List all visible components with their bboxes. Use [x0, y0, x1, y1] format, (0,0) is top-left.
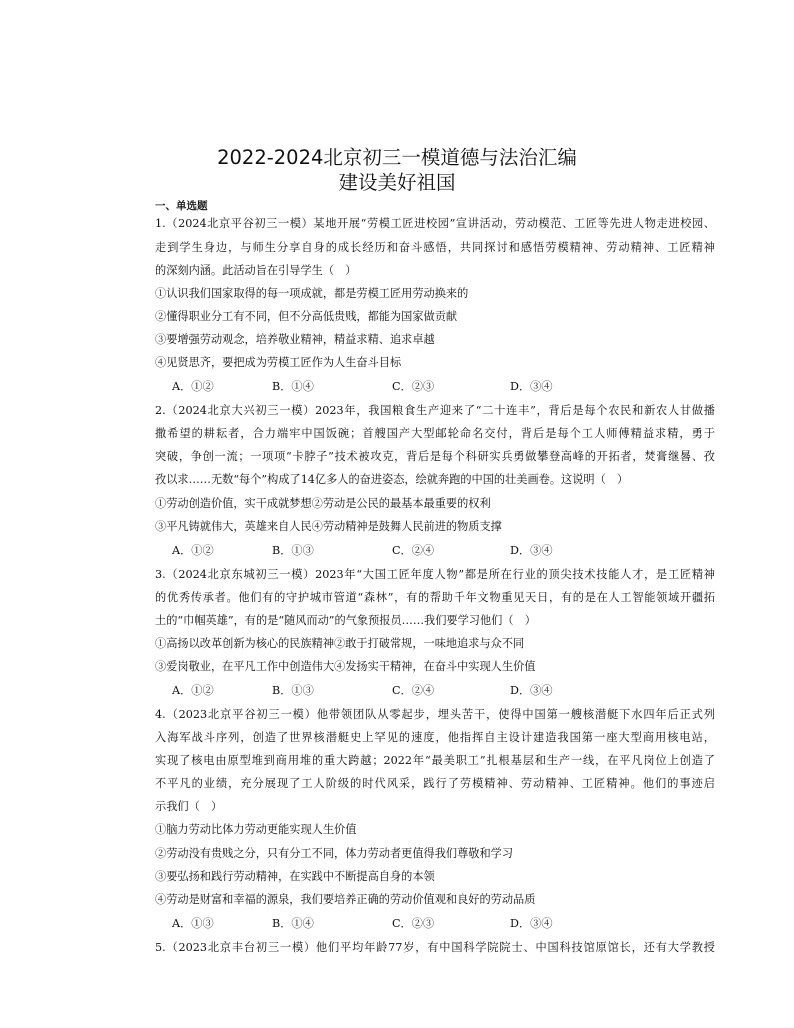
question-3-statements-1: ①高扬以改革创新为核心的民族精神②敢于打破常规，一味地追求与众不同 [155, 637, 525, 650]
question-4-line-2: 入海军战斗序列，创造了世界核潜艇史上罕见的速度，他指挥自主设计建造我国第一座大型商用核电站， [155, 731, 715, 744]
question-1-option-c[interactable]: C．②③ [392, 380, 435, 393]
question-2-line-4: 孜以求……无数“每个”构成了14亿多人的奋进姿态，绘就奔跑的中国的壮美画卷。这说明（ ） [155, 473, 629, 486]
question-4-statement-1: ①脑力劳动比体力劳动更能实现人生价值 [155, 823, 357, 836]
question-4-option-b[interactable]: B．①④ [272, 917, 314, 930]
question-1-options [172, 379, 592, 395]
question-4-statement-4: ④劳动是财富和幸福的源泉，我们要培养正确的劳动价值观和良好的劳动品质 [155, 893, 536, 906]
document-subtitle: 建设美好祖国 [338, 171, 456, 194]
question-1-statement-1: ①认识我们国家取得的每一项成就，都是劳模工匠用劳动换来的 [155, 287, 469, 300]
question-1-line-2: 走到学生身边，与师生分享自身的成长经历和奋斗感悟，共同探讨和感悟劳模精神、劳动精神、工匠精神 [155, 241, 715, 254]
question-2-option-b[interactable]: B．①③ [272, 544, 314, 557]
question-2-statements-1: ①劳动创造价值，实干成就梦想②劳动是公民的最基本最重要的权利 [155, 497, 491, 510]
question-2-options [172, 543, 592, 559]
question-4-options [172, 916, 592, 932]
question-1-statement-4: ④见贤思齐，要把成为劳模工匠作为人生奋斗目标 [155, 356, 402, 369]
question-3-option-a[interactable]: A．①② [172, 684, 214, 697]
question-5-line-1: 5.（2023北京丰台初三一模）他们平均年龄77岁，有中国科学院院士、中国科技馆原馆长，还有大学教授 [155, 941, 715, 954]
question-4-line-3: 实现了核电由原型堆到商用堆的重大跨越；2022年“最美职工”扎根基层和生产一线，在平凡岗位上创造了 [155, 754, 715, 767]
question-3-options [172, 683, 592, 699]
section-heading: 一、单选题 [155, 200, 208, 212]
question-3-line-1: 3.（2024北京东城初三一模）2023年“大国工匠年度人物”都是所在行业的顶尖技术技能人才，是工匠精神 [155, 568, 715, 581]
question-4-option-a[interactable]: A．①③ [172, 917, 214, 930]
question-4-line-1: 4.（2023北京平谷初三一模）他带领团队从零起步，埋头苦干，使得中国第一艘核潜艇下水四年后正式列 [155, 708, 715, 721]
question-4-line-5: 示我们（ ） [155, 800, 223, 813]
question-3-statements-2: ③爱岗敬业，在平凡工作中创造伟大④发扬实干精神，在奋斗中实现人生价值 [155, 660, 536, 673]
question-2-line-3: 突破，争创一流；一项项“卡脖子”技术被攻克，背后是每个科研实兵勇做攀登高峰的开拓者，焚膏继晷、孜 [155, 450, 715, 463]
question-2-statements-2: ③平凡铸就伟大，英雄来自人民④劳动精神是鼓舞人民前进的物质支撑 [155, 520, 502, 533]
question-4-option-c[interactable]: C．②③ [392, 917, 435, 930]
question-2-line-1: 2.（2024北京大兴初三一模）2023年，我国粮食生产迎来了“二十连丰”，背后是每个农民和新农人甘做播 [155, 404, 715, 417]
question-4-line-4: 不平凡的业绩，充分展现了工人阶级的时代风采，践行了劳模精神、劳动精神、工匠精神。他们的事迹启 [155, 777, 715, 790]
question-4-statement-3: ③要弘扬和践行劳动精神，在实践中不断提高自身的本领 [155, 870, 435, 883]
question-2-option-c[interactable]: C．②④ [392, 544, 435, 557]
question-3-line-3: 土的“巾帼英雄”，有的是“随风而动”的气象预报员……我们要学习他们（ ） [155, 614, 536, 627]
question-4-statement-2: ②劳动没有贵贱之分，只有分工不同，体力劳动者更值得我们尊敬和学习 [155, 847, 514, 860]
question-3-option-c[interactable]: C．②④ [392, 684, 435, 697]
question-1-option-a[interactable]: A．①② [172, 380, 214, 393]
document-title: 2022-2024北京初三一模道德与法治汇编 [217, 146, 577, 169]
question-1-statement-2: ②懂得职业分工有不同，但不分高低贵贱，都能为国家做贡献 [155, 310, 458, 323]
question-3-line-2: 的优秀传承者。他们有的守护城市管道“森林”，有的帮助千年文物重见天日，有的是在人工智能领域开疆拓 [155, 591, 715, 604]
question-2-line-2: 撒希望的耕耘者，合力端牢中国饭碗；首艘国产大型邮轮命名交付，背后是每个工人师傅精益求精，勇于 [155, 427, 715, 440]
question-1-line-3: 的深刻内涵。此活动旨在引导学生（ ） [155, 264, 357, 277]
question-4-option-d[interactable]: D．③④ [510, 917, 553, 930]
question-2-option-d[interactable]: D．③④ [510, 544, 553, 557]
question-1-option-d[interactable]: D．③④ [510, 380, 553, 393]
question-3-option-b[interactable]: B．①③ [272, 684, 314, 697]
question-1-statement-3: ③要增强劳动观念，培养敬业精神，精益求精、追求卓越 [155, 333, 435, 346]
question-3-option-d[interactable]: D．③④ [510, 684, 553, 697]
question-1-option-b[interactable]: B．①④ [272, 380, 314, 393]
question-1-line-1: 1.（2024北京平谷初三一模）某地开展“劳模工匠进校园”宣讲活动，劳动模范、工匠等先进人物走进校园、 [155, 217, 715, 230]
question-2-option-a[interactable]: A．①② [172, 544, 214, 557]
